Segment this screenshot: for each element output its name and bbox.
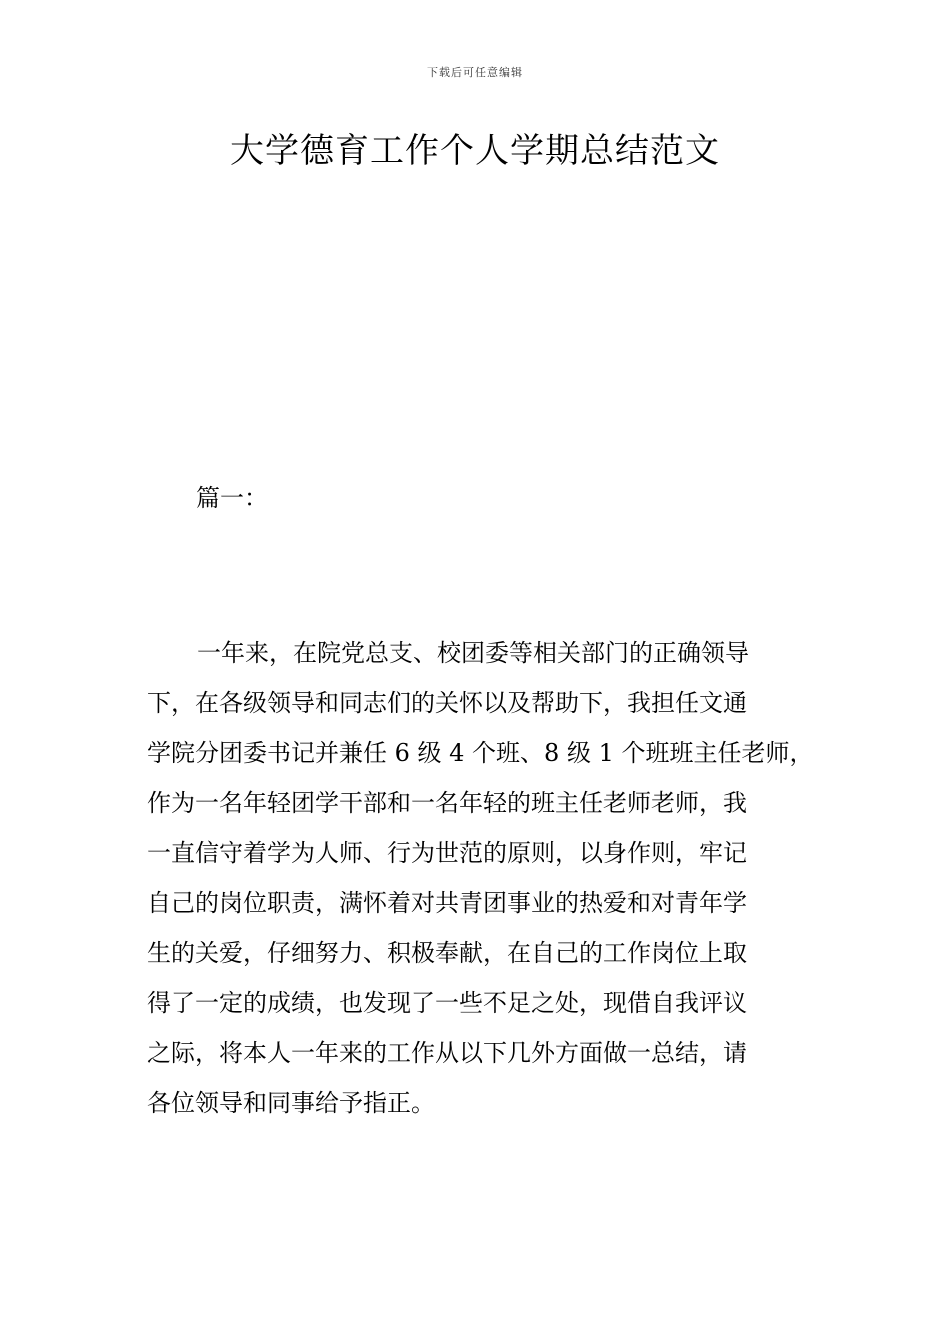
section-label: 篇一： [196,484,268,512]
paragraph-line: 自己的岗位职责，满怀着对共青团事业的热爱和对青年学 [147,889,747,917]
paragraph-line: 生的关爱，仔细努力、积极奉献，在自己的工作岗位上取 [147,939,747,967]
document-title: 大学德育工作个人学期总结范文 [230,131,720,171]
paragraph-line: 之际，将本人一年来的工作从以下几外方面做一总结，请 [147,1039,747,1067]
paragraph-line: 各位领导和同事给予指正。 [147,1089,435,1117]
paragraph-line: 一年来，在院党总支、校团委等相关部门的正确领导 [197,639,749,667]
body-paragraph [147,628,812,1128]
paragraph-line: 得了一定的成绩，也发现了一些不足之处，现借自我评议 [147,989,747,1017]
paragraph-line: 学院分团委书记并兼任 6 级 4 个班、8 级 1 个班班主任老师， [147,739,814,767]
paragraph-line: 一直信守着学为人师、行为世范的原则，以身作则，牢记 [147,839,747,867]
paragraph-line: 作为一名年轻团学干部和一名年轻的班主任老师老师，我 [147,789,747,817]
header-note: 下载后可任意编辑 [427,66,523,79]
paragraph-line: 下，在各级领导和同志们的关怀以及帮助下，我担任文通 [147,689,747,717]
